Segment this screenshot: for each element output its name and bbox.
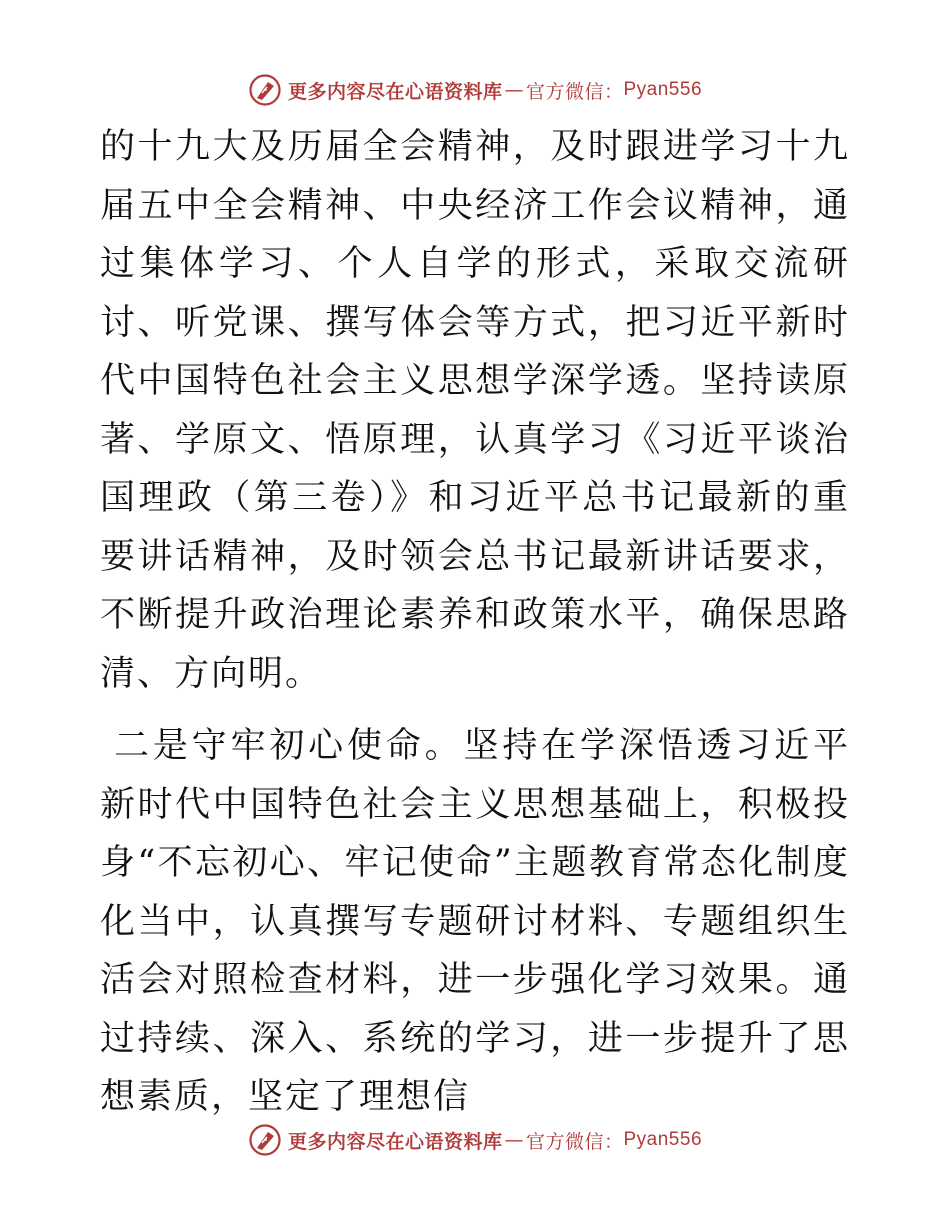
watermark-official-label: 官方微信： — [525, 1130, 624, 1153]
watermark-separator: — — [504, 1129, 524, 1151]
pen-nib-logo-icon — [248, 1123, 282, 1157]
watermark-account-id: Pyan556 — [623, 79, 703, 100]
body-paragraph-2: 二是守牢初心使命。坚持在学深悟透习近平新时代中国特色社会主义思想基础上，积极投身“不忘初心、牢记使命”主题教育常态化制度化当中，认真撰写专题研讨材料、专题组织生活会对照检查材料，进一步强化学习效果。通过持续、深入、系统的学习，进一步提升了思想素质，坚定了理想信 — [100, 726, 850, 1117]
document-body — [100, 118, 850, 1127]
watermark-separator: — — [504, 79, 524, 101]
footer-watermark — [0, 1122, 950, 1158]
watermark-brand-text: 更多内容尽在心语资料库 — [287, 1130, 503, 1153]
watermark-official-label: 官方微信： — [525, 80, 624, 103]
body-paragraph-1: 的十九大及历届全会精神，及时跟进学习十九届五中全会精神、中央经济工作会议精神，通过集体学习、个人自学的形式，采取交流研讨、听党课、撰写体会等方式，把习近平新时代中国特色社会主义思想学深学透。坚持读原著、学原文、悟原理，认真学习《习近平谈治国理政（第三卷）》和习近平总书记最新的重要讲话精神，及时领会总书记最新讲话要求，不断提升政治理论素养和政策水平，确保思路清、方向明。 — [100, 127, 850, 694]
watermark-brand-text: 更多内容尽在心语资料库 — [287, 80, 503, 103]
pen-nib-logo-icon — [248, 73, 282, 107]
watermark-account-id: Pyan556 — [623, 1129, 703, 1150]
header-watermark — [0, 72, 950, 108]
